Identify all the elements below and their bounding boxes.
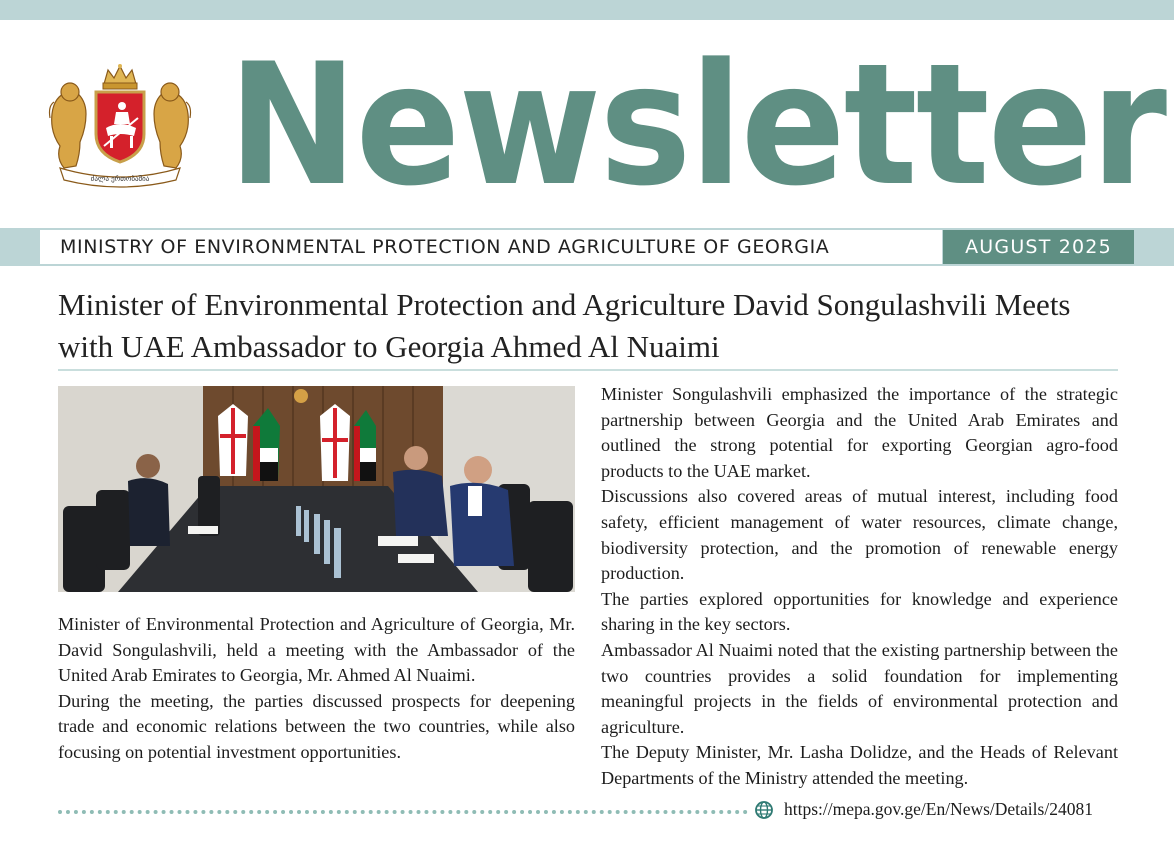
ministry-banner-panel xyxy=(40,230,942,264)
headline-divider xyxy=(58,369,1118,371)
right-paragraph-1: Minister Songulashvili emphasized the importance of the strategic partnership between Georgia and the United Arab Emirates and outlined the strong potential for exporting Georgian agro-food products to the UAE market. xyxy=(601,384,1118,481)
right-paragraph-2: Discussions also covered areas of mutual interest, including food safety, efficient management of water resources, climate change, biodiversity protection, and the promotion of renewable energy production. xyxy=(601,486,1118,584)
meeting-photo xyxy=(58,386,575,592)
globe-icon xyxy=(754,800,774,820)
left-paragraph-1: Minister of Environmental Protection and Agriculture of Georgia, Mr. David Songulashvili, held a meeting with the Ambassador of the United Arab Emirates to Georgia, Mr. Ahmed Al Nuaimi. xyxy=(58,614,575,686)
top-band xyxy=(0,0,1174,20)
article-right-column xyxy=(601,382,1118,792)
crest-motto: ძალა ერთობაშია xyxy=(90,175,150,183)
article-headline: Minister of Environmental Protection and Agriculture David Songulashvili Meets with UAE Ambassador to Georgia Ahmed Al Nuaimi xyxy=(58,287,1071,364)
right-paragraph-5: The Deputy Minister, Mr. Lasha Dolidze, and the Heads of Relevant Departments of the Ministry attended the meeting. xyxy=(601,742,1118,788)
article-left-column xyxy=(58,612,575,766)
right-paragraph-4: Ambassador Al Nuaimi noted that the existing partnership between the two countries provides a solid foundation for implementing meaningful projects in the fields of environmental protection and agriculture. xyxy=(601,639,1118,737)
left-paragraph-2: During the meeting, the parties discussed prospects for deepening trade and economic relations between the two countries, while also focusing on potential investment opportunities. xyxy=(58,690,575,762)
masthead-title: Newsletter xyxy=(228,27,1166,223)
ministry-name: MINISTRY OF ENVIRONMENTAL PROTECTION AND AGRICULTURE OF GEORGIA xyxy=(60,236,830,258)
right-paragraph-3: The parties explored opportunities for knowledge and experience sharing in the key sectors. xyxy=(601,588,1118,635)
source-link[interactable]: https://mepa.gov.ge/En/News/Details/24081 xyxy=(784,799,1093,819)
issue-date-badge: AUGUST 2025 xyxy=(943,230,1134,264)
coat-of-arms-logo xyxy=(46,62,194,188)
dotted-separator xyxy=(58,810,748,814)
